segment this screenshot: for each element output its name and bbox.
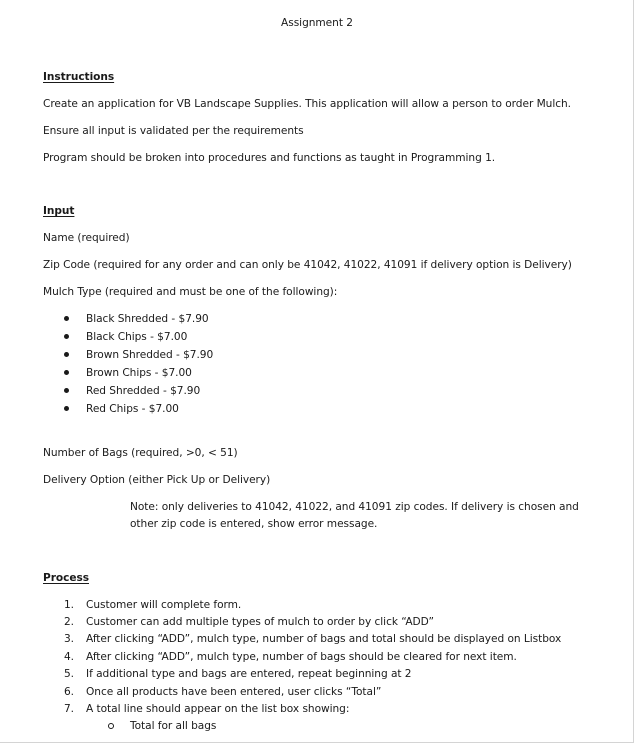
mulch-option: Red Shredded - $7.90 <box>86 385 201 397</box>
step-number: 3. <box>63 633 74 645</box>
process-step: If additional type and bags are entered, repeat beginning at 2 <box>86 668 412 680</box>
mulch-option: Brown Shredded - $7.90 <box>86 349 214 361</box>
step-number: 5. <box>63 668 74 680</box>
bullet-icon <box>64 388 69 393</box>
input-bags: Number of Bags (required, >0, < 51) <box>43 447 238 459</box>
bullet-icon <box>64 352 69 357</box>
process-step: A total line should appear on the list box showing: <box>86 703 350 715</box>
instructions-line: Create an application for VB Landscape Supplies. This application will allow a person to order Mulch. <box>43 98 571 110</box>
bullet-icon <box>64 316 69 321</box>
process-step: Customer will complete form. <box>86 599 242 611</box>
input-name: Name (required) <box>43 232 130 244</box>
input-heading: Input <box>43 205 75 217</box>
mulch-option: Red Chips - $7.00 <box>86 403 179 415</box>
input-mulch-type: Mulch Type (required and must be one of the following): <box>43 286 338 298</box>
process-heading: Process <box>43 572 89 584</box>
step-number: 7. <box>63 703 74 715</box>
process-step: Once all products have been entered, user clicks “Total” <box>86 686 382 698</box>
instructions-line: Program should be broken into procedures and functions as taught in Programming 1. <box>43 152 496 164</box>
bullet-icon <box>64 334 69 339</box>
process-step: After clicking “ADD”, mulch type, number of bags should be cleared for next item. <box>86 651 517 663</box>
process-step: Customer can add multiple types of mulch to order by click “ADD” <box>86 616 434 628</box>
mulch-option: Brown Chips - $7.00 <box>86 367 192 379</box>
bullet-icon <box>64 370 69 375</box>
delivery-note: Note: only deliveries to 41042, 41022, and 41091 zip codes. If delivery is chosen and <box>130 501 579 513</box>
document-title: Assignment 2 <box>281 17 353 29</box>
delivery-note: other zip code is entered, show error message. <box>130 518 378 530</box>
mulch-option: Black Chips - $7.00 <box>86 331 188 343</box>
bullet-icon <box>64 406 69 411</box>
instructions-line: Ensure all input is validated per the requirements <box>43 125 304 137</box>
instructions-heading: Instructions <box>43 71 115 83</box>
step-number: 6. <box>63 686 74 698</box>
step-number: 1. <box>63 599 74 611</box>
step-number: 2. <box>63 616 74 628</box>
input-zip: Zip Code (required for any order and can only be 41042, 41022, 41091 if delivery option is Delivery) <box>43 259 572 271</box>
process-step: After clicking “ADD”, mulch type, number of bags and total should be displayed on Listbox <box>86 633 562 645</box>
mulch-option: Black Shredded - $7.90 <box>86 313 209 325</box>
step-number: 4. <box>63 651 74 663</box>
process-sub-item: Total for all bags <box>130 720 217 732</box>
input-delivery: Delivery Option (either Pick Up or Delivery) <box>43 474 271 486</box>
hollow-bullet-icon <box>108 723 114 729</box>
